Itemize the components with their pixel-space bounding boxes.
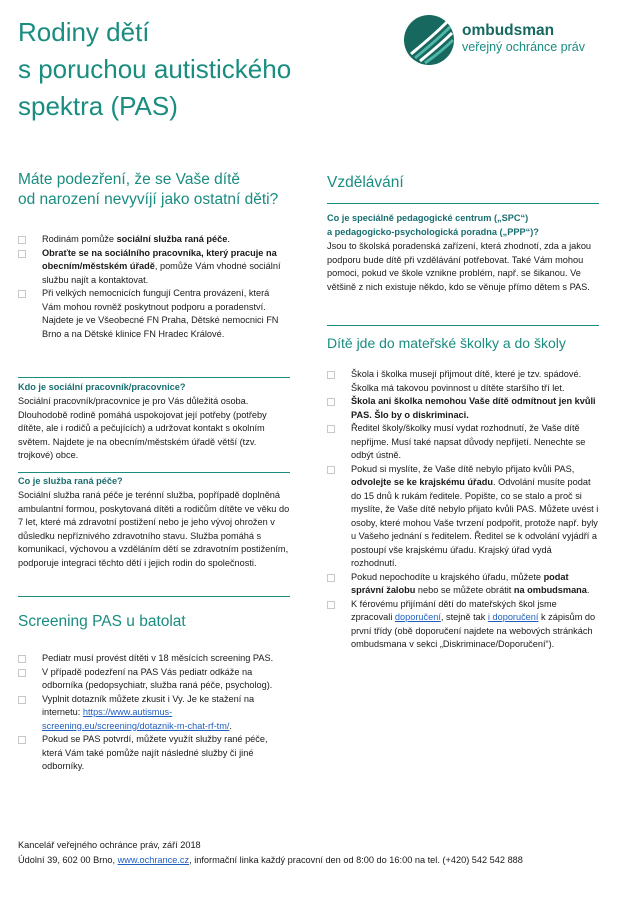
bullet-square-icon: [18, 250, 26, 258]
list-item: [327, 598, 599, 652]
link[interactable]: i doporučení: [487, 612, 539, 622]
footer-line-2: Údolní 39, 602 00 Brno, www.ochrance.cz, informační linka každý pracovní den od 8:00 do 16:00 na tel. (+420) 542 542 888: [18, 855, 523, 865]
list-item: [18, 733, 290, 774]
list-item: [327, 395, 599, 422]
footer-line-1: Kancelář veřejného ochránce práv, září 2018: [18, 840, 201, 850]
bold-text: odvolejte se ke krajskému úřadu: [351, 477, 493, 487]
divider: [18, 472, 290, 473]
divider: [18, 377, 290, 378]
bold-text: sociální služba raná péče: [116, 234, 228, 244]
text: . Odvolání musíte podat do 15 dnů k rukám ředitele. Popište, co se stalo a proč si myslíte, že Vaše dítě nebylo přijato kvůli PAS. Můžete uvést i osoby, které mohou Vaše tvrzení podpořit, protože např. byly u Vašeho jednání s ředitelem. Ředitel se k odvolání vyjádří a postoupí vše krajskému úřadu. Krajský úřad vydá rozhodnutí.: [351, 477, 599, 568]
answer-spc-ppp: Jsou to školská poradenská zařízení, která zhodnotí, zda a jakou podporu bude dítě při vzdělávání potřebovat. Také Vám mohou pomoci, pokud ve škole vznikne problém, např. se šikanou. Ve většině z nich existuje někdo, kdo se věnuje přímo dětem s PAS.: [327, 241, 592, 292]
bullet-square-icon: [327, 574, 335, 582]
bold-text: na ombudsmana: [513, 585, 587, 595]
bullet-square-icon: [18, 236, 26, 244]
list-item: [18, 247, 290, 288]
text: Vyplnit dotazník můžete zkusit i Vy. Je ke stažení na internetu:: [42, 693, 255, 717]
ombudsman-logo-icon: [403, 14, 455, 66]
page-title: Rodiny dětí s poruchou autistického spektra (PAS): [18, 17, 292, 121]
text: Pokud si myslíte, že Vaše dítě nebylo přijato kvůli PAS,: [351, 463, 575, 474]
text: Ředitel školy/školky musí vydat rozhodnutí, že Vaše dítě nepřijme. Musí také napsat důvody nepřijetí. Nenechte se odbýt ústně.: [351, 423, 586, 460]
list-item: [18, 233, 290, 247]
school-bullets: [327, 368, 599, 652]
list-item: [327, 368, 599, 395]
text: .: [229, 720, 232, 731]
list-item: [18, 652, 290, 666]
divider: [18, 596, 290, 597]
left-heading: Máte podezření, že se Vaše dítě od narození nevyvíjí jako ostatní děti?: [18, 171, 279, 208]
text: .: [227, 234, 230, 244]
bullet-square-icon: [18, 736, 26, 744]
list-item: [327, 571, 599, 598]
bullet-square-icon: [18, 290, 26, 298]
text: Při velkých nemocnicích fungují Centra provázení, která Vám mohou rovněž poskytnout podporu a poradenství. Najdete je ve Všeobecné FN Praha, Dětské nemocnici FN Brno a na Dětské klinice FN Hradec Králové.: [42, 288, 279, 339]
bullet-square-icon: [327, 466, 335, 474]
bullet-square-icon: [18, 696, 26, 704]
footer: [18, 838, 608, 868]
text: Pokud se PAS potvrdí, můžete využít služby rané péče, která Vám také pomůže najít následné služby či jiné odborníky.: [42, 734, 268, 771]
bullet-square-icon: [327, 601, 335, 609]
left-bullets: [18, 233, 290, 341]
bullet-square-icon: [327, 425, 335, 433]
bullet-square-icon: [18, 655, 26, 663]
text: , stejně tak: [440, 612, 488, 622]
divider: [327, 325, 599, 326]
bullet-square-icon: [327, 398, 335, 406]
list-item: [327, 463, 599, 571]
link[interactable]: https://www.autismus-screening.eu/screening/dotaznik-m-chat-rf-tm/: [42, 707, 230, 731]
text: k zápisům do první třídy (obě doporučení najdete na webových stránkách ombudsmana v sekci „Diskriminace/Doporučení“).: [351, 612, 596, 649]
link[interactable]: doporučení: [394, 612, 441, 622]
education-heading: Vzdělávání: [327, 174, 404, 191]
logo-subtitle: veřejný ochránce práv: [462, 40, 585, 54]
answer-early-care: Sociální služba raná péče je terénní služba, popřípadě doplněná ambulantní formou, poskytovaná dítěti a rodičům dítěte ve věku do 7 let, které má zdravotní postižení nebo je jeho vývoj ohrožen v důsledku nepříznivého zdravotního stavu. Služba pomáhá s komunikací, výchovou a vzděláním dětí se zdravotním postižením, podporuje integraci těchto dětí i jejich rodin do společnosti.: [18, 490, 290, 568]
text: V případě podezření na PAS Vás pediatr odkáže na odborníka (pedopsychiatr, služba raná péče, psycholog).: [42, 666, 273, 690]
question-spc-ppp: Co je speciálně pedagogické centrum („SPC“) a pedagogicko-psychologická poradna („PPP“)?: [327, 213, 539, 237]
screening-heading: Screening PAS u batolat: [18, 613, 186, 630]
text: .: [586, 585, 590, 595]
bullet-square-icon: [327, 371, 335, 379]
list-item: [18, 287, 290, 341]
logo-name: ombudsman: [462, 22, 555, 39]
divider: [327, 203, 599, 204]
text: , pomůže Vám vhodné sociální službu najít a kontaktovat.: [42, 261, 281, 285]
answer-social-worker: Sociální pracovník/pracovnice je pro Vás důležitá osoba. Dlouhodobě rodině pomáhá uspokojovat její potřeby (potřeby dítěte, ale i rodičů a pečujících) a udržovat kontakt s okolním světem. Najdete je na obecním/městském úřadě větší (tzv. trojkové) obce.: [18, 396, 267, 460]
text: Škola i školka musejí přijmout dítě, které je tzv. spádové. Školka má takovou povinnost u dítěte staršího tří let.: [351, 369, 582, 393]
list-item: [327, 422, 599, 463]
list-item: [18, 666, 290, 693]
question-early-care: Co je služba raná péče?: [18, 476, 123, 486]
bold-text: podat správní žalobu: [351, 571, 569, 595]
question-social-worker: Kdo je sociální pracovník/pracovnice?: [18, 382, 186, 392]
bullet-square-icon: [18, 669, 26, 677]
bold-text: Obraťte se na sociálního pracovníka, který pracuje na obecním/městském úřadě: [42, 247, 277, 271]
text: Rodinám pomůže: [42, 234, 117, 244]
website-link[interactable]: www.ochrance.cz: [117, 855, 190, 865]
bold-text: Škola ani školka nemohou Vaše dítě odmítnout jen kvůli PAS. Šlo by o diskriminaci.: [351, 396, 596, 420]
text: nebo se můžete obrátit: [415, 585, 514, 595]
text: Pokud nepochodíte u krajského úřadu, můžete: [351, 571, 544, 582]
text: K férovému přijímání dětí do mateřských škol jsme zpracovali: [351, 598, 557, 622]
list-item: [18, 693, 290, 734]
text: Pediatr musí provést dítěti v 18 měsících screening PAS.: [42, 653, 274, 663]
screening-bullets: [18, 652, 290, 774]
school-heading: Dítě jde do mateřské školky a do školy: [327, 335, 566, 351]
